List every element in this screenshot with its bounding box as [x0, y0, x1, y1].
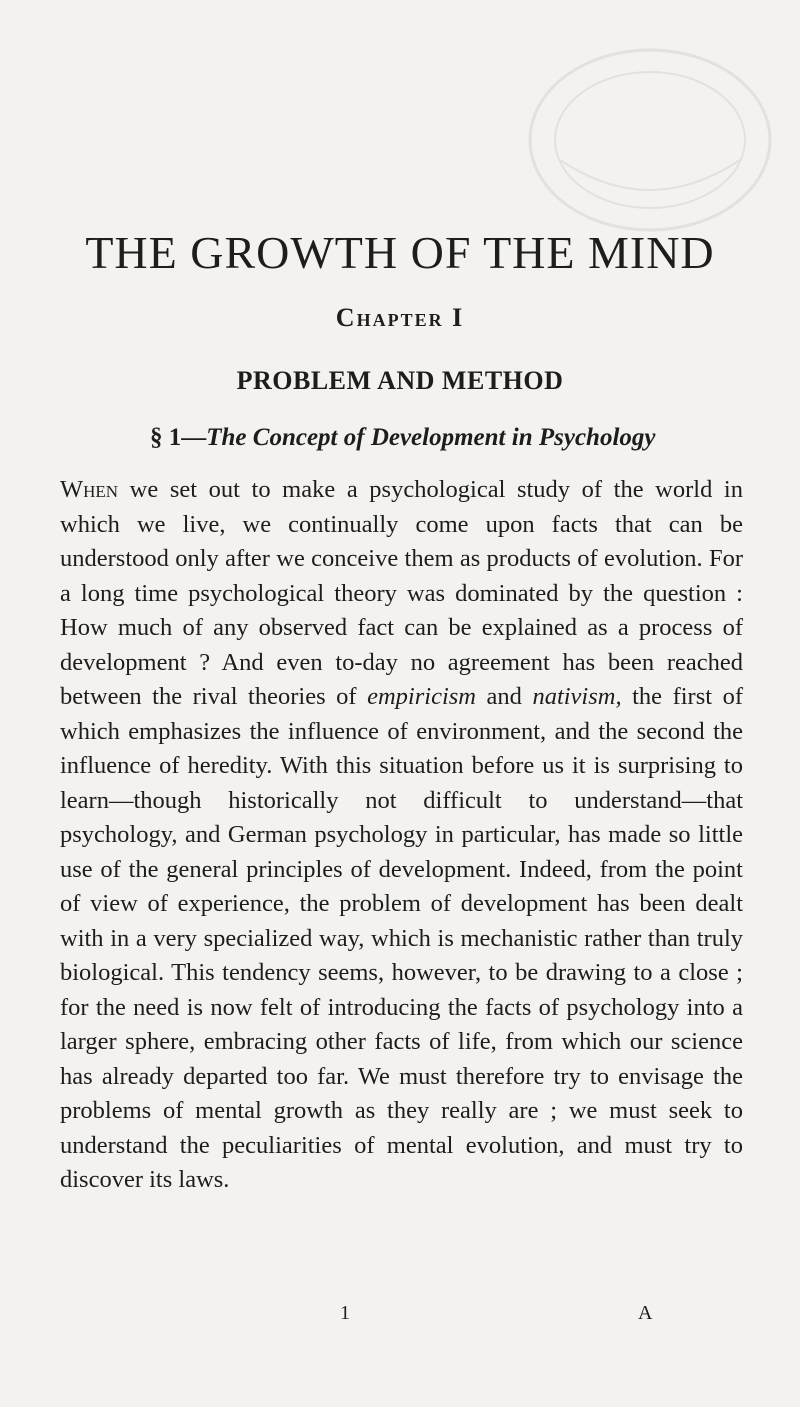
italic-term-nativism: nativism, — [532, 683, 622, 710]
paragraph-lead-word: When — [60, 476, 119, 503]
body-text-run: and — [475, 683, 533, 710]
section-heading — [150, 425, 655, 450]
chapter-title: PROBLEM AND METHOD — [236, 366, 564, 395]
body-text-run: we set out to make a psychological study of the world in which we live, we continually come upon facts that can be understood only after we conceive them as products of evolution. For a long time psychological theory was dominated by the question : How much of any observed fact can be explained as a process of development ? And even to-day no agreement has been reached between the rival theories of — [60, 476, 743, 710]
book-title: THE GROWTH OF THE MIND — [85, 227, 715, 278]
chapter-label: Chapter I — [335, 303, 465, 332]
body-paragraph — [60, 473, 743, 1198]
library-stamp — [520, 40, 780, 240]
page-footer — [0, 1302, 800, 1330]
body-text-run: the first of which emphasizes the influence of environment, and the second the influence of heredity. With this situation before us it is surprising to learn—though historically not difficult to understand—that psychology, and German psychology in particular, has made so little use of the general principles of development. Indeed, from the point of view of experience, the problem of development has been dealt with in a very specialized way, which is mechanistic rather than truly biological. This tendency seems, however, to be drawing to a close ; for the need is now felt of introducing the facts of psychology into a larger sphere, embracing other facts of life, from which our science has already departed too far. We must therefore try to envisage the problems of mental growth as they really are ; we must seek to understand the peculiarities of mental evolution, and must try to discover its laws. — [60, 683, 744, 1193]
italic-term-empiricism: empiricism — [367, 683, 476, 710]
signature-mark: A — [638, 1302, 653, 1324]
body-text — [60, 473, 743, 1198]
page-number: 1 — [340, 1302, 350, 1324]
section-title: The Concept of Development in Psychology — [206, 424, 656, 451]
section-mark: § 1— — [150, 424, 207, 451]
